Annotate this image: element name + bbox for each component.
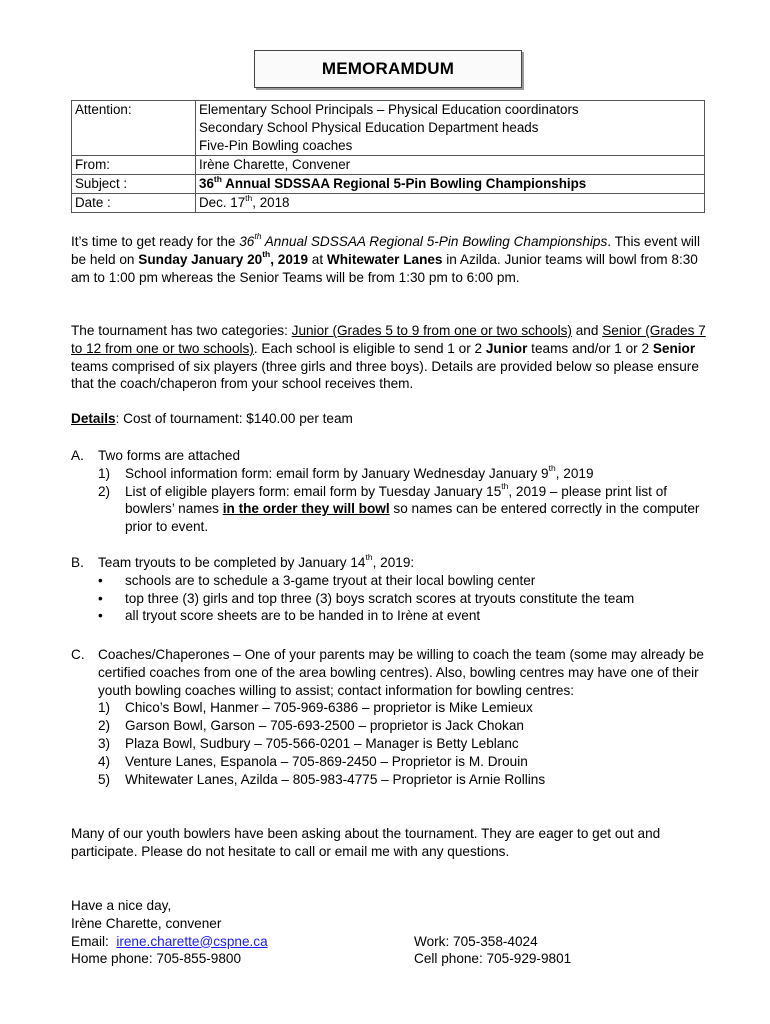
home-phone: Home phone: 705-855-9800 [71,951,242,967]
list-item [71,699,711,717]
from-value: Irène Charette, Convener [196,156,705,175]
signature-name: Irène Charette, convener [71,915,222,931]
section-a-letter: A. [71,448,84,463]
section-b-sup: th [365,552,373,563]
section-a-title: Two forms are attached [98,448,241,463]
categories-text: teams and/or 1 or 2 [527,340,653,356]
section-b-letter: B. [71,555,84,570]
work-phone: Work: 705-358-4024 [414,933,538,949]
memo-title-text: MEMORAMDUM [321,59,455,79]
date-value [196,194,705,213]
item-number: 4) [98,753,111,769]
signature-block [71,897,711,968]
centre-text: Whitewater Lanes, Azilda – 805-983-4775 – Proprietor is Arnie Rollins [125,771,546,787]
bullet-text: all tryout score sheets are to be handed in to Irène at event [125,608,481,624]
date-row [72,194,705,213]
bullet-text: schools are to schedule a 3-game tryout at their local bowling center [125,572,536,588]
categories-text: . Each school is eligible to send 1 or 2 [253,340,486,356]
senior-category: Senior (Grades 7 to 12 from one or two schools) [71,323,706,356]
bullet-icon: • [98,608,103,624]
intro-venue: Whitewater Lanes [326,251,443,267]
intro-date-year: , 2019 [270,251,309,267]
memo-header-table [71,100,705,213]
details-label: Details [71,411,116,426]
list-item [71,735,711,753]
item-text: , 2019 – please print list of bowlers’ names [125,483,668,517]
section-c-letter: C. [71,647,85,662]
subject-row [72,175,705,194]
attention-line: Secondary School Physical Education Department heads [199,120,539,135]
list-item [71,771,711,789]
intro-italic [239,231,608,249]
intro-text: It’s time to get ready for the [71,234,240,249]
intro-bold-date [138,249,309,267]
item-sup: th [501,481,509,492]
details-line [71,410,711,428]
categories-text: The tournament has two categories: [71,323,292,338]
list-item [71,572,711,590]
item-number: 2) [98,483,111,499]
centre-text: Garson Bowl, Garson – 705-693-2500 – proprietor is Jack Chokan [125,718,524,734]
intro-italic-text: Annual SDSSAA Regional 5-Pin Bowling Championships [261,234,608,249]
subject-sup: th [213,173,222,184]
date-text: Dec. 17 [199,195,246,210]
senior-bold: Senior [652,340,696,356]
list-item [71,483,711,536]
subject-number: 36 [199,176,214,191]
centre-text: Chico’s Bowl, Hanmer – 705-969-6386 – proprietor is Mike Lemieux [125,700,533,716]
attention-value [196,101,705,156]
intro-paragraph [71,233,711,286]
subject-text: Annual SDSSAA Regional 5-Pin Bowling Championships [221,176,587,191]
item-number: 5) [98,771,111,787]
attention-line: Five-Pin Bowling coaches [199,138,353,153]
closing-text: Many of our youth bowlers have been asking about the tournament. They are eager to get out and participate. Please do not hesitate to call or email me with any questions. [71,826,661,859]
intro-date: Sunday January 20 [138,251,263,267]
date-year: , 2018 [252,195,290,210]
item-number: 1) [98,465,111,481]
item-number: 1) [98,700,111,716]
list-item [71,753,711,771]
intro-italic-num: 36 [239,234,255,249]
from-row [72,156,705,175]
junior-bold: Junior [485,340,528,356]
centre-text: Venture Lanes, Espanola – 705-869-2450 – Proprietor is M. Drouin [125,753,528,769]
section-a [71,447,711,536]
section-b [71,554,711,625]
item-number: 3) [98,735,111,751]
bullet-text: top three (3) girls and top three (3) boys scratch scores at tryouts constitute the team [125,590,635,606]
item-number: 2) [98,718,111,734]
attention-label: Attention: [72,101,196,156]
intro-italic-sup: th [254,231,262,242]
categories-paragraph [71,322,711,393]
closing-paragraph [71,825,711,861]
centre-text: Plaza Bowl, Sudbury – 705-566-0201 – Manager is Betty Leblanc [125,735,519,751]
list-item [71,717,711,735]
intro-text: . This event will be held on [71,234,700,267]
memo-title [254,50,522,88]
attention-line: Elementary School Principals – Physical Education coordinators [199,102,579,117]
email-label: Email: [71,933,117,949]
details-text: : Cost of tournament: $140.00 per team [115,411,353,426]
item-text: List of eligible players form: email form by Tuesday January 15 [125,483,502,499]
intro-text: at [308,251,327,267]
junior-category: Junior (Grades 5 to 9 from one or two schools) [291,323,572,338]
item-text: School information form: email form by January Wednesday January 9 [125,465,549,481]
subject-label: Subject : [72,175,196,194]
section-c [71,646,711,788]
email-link[interactable]: irene.charette@cspne.ca [116,933,268,949]
list-item [71,590,711,608]
categories-text: and [571,323,603,338]
section-c-text: Coaches/Chaperones – One of your parents may be willing to coach the team (some may already be certified coaches from one of the area bowling centres). Also, bowling centres may have one of their youth bowling coaches willing to assist; contact information for bowling centres: [98,647,704,698]
item-sup: th [548,463,556,474]
list-item [71,607,711,625]
bullet-icon: • [98,590,103,606]
cell-phone: Cell phone: 705-929-9801 [414,951,572,967]
date-label: Date : [72,194,196,213]
item-text: , 2019 [555,465,594,481]
from-label: From: [72,156,196,175]
section-b-title-end: , 2019: [372,555,415,570]
categories-text: teams comprised of six players (three girls and three boys). Details are provided below so please ensure that the coach/chaperon from your school receives them. [71,358,699,392]
signature-greeting: Have a nice day, [71,898,172,913]
section-b-title: Team tryouts to be completed by January 14 [98,555,366,570]
list-item [71,465,711,483]
intro-date-sup: th [262,249,271,260]
attention-row [72,101,705,156]
item-text: so names can be entered correctly in the computer prior to event. [125,501,700,535]
bullet-icon: • [98,572,103,588]
subject-value [196,175,705,194]
intro-text: in Azilda. Junior teams will bowl from 8:30 am to 1:00 pm whereas the Senior Teams will be from 1:30 pm to 6:00 pm. [71,251,698,285]
item-emphasis: in the order they will bowl [222,501,390,517]
date-sup: th [245,192,253,203]
